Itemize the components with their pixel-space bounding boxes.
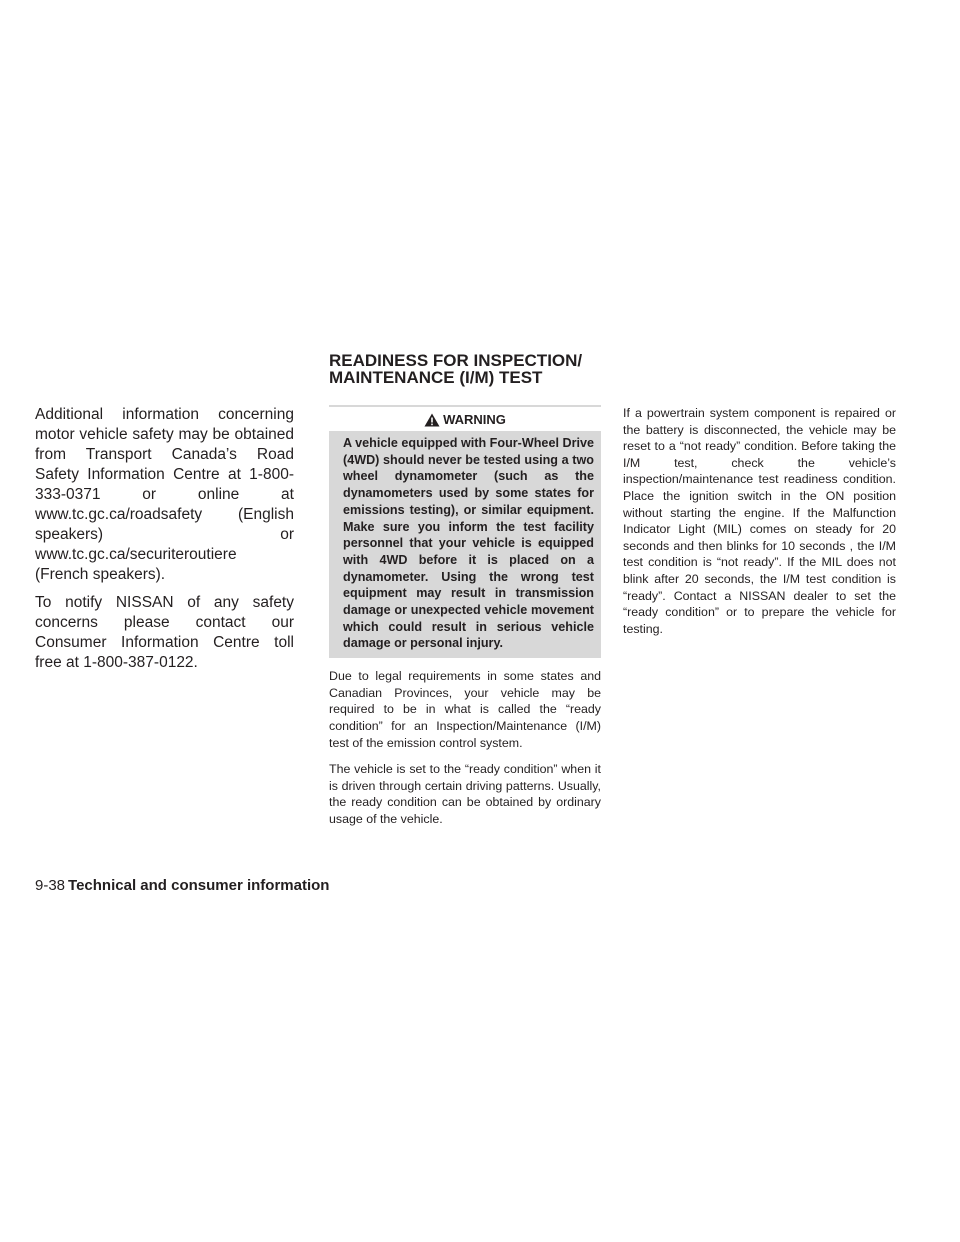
ready-condition-paragraph: The vehicle is set to the “ready condition” when it is driven through certain driving patterns. Usually, the ready condition can be obtained by ordinary usage of the vehicle. [329, 762, 601, 826]
safety-concerns-paragraph: To notify NISSAN of any safety concerns please contact our Consumer Information Centre toll free at 1-800-387-0122. [35, 594, 294, 671]
middle-column [329, 405, 601, 827]
left-column [35, 405, 294, 681]
powertrain-reset-paragraph: If a powertrain system component is repaired or the battery is disconnected, the vehicle may be reset to a “not ready” condition. Before taking the I/M test, check the vehicle’s inspection/maintenance test readiness condition. Place the ignition switch in the ON position without starting the engine. If the Malfunction Indicator Light (MIL) comes on steady for 20 seconds and then blinks for 10 seconds , the I/M test condition is “not ready”. If the MIL does not blink after 20 seconds, the I/M test condition is “ready”. Contact a NISSAN dealer to set the “ready condition” or to prepare the vehicle for testing. [623, 406, 896, 636]
section-heading [329, 352, 629, 386]
warning-box [329, 405, 601, 658]
right-column [623, 405, 896, 637]
chapter-title: Technical and consumer information [68, 877, 330, 894]
page-number: 9-38 [35, 877, 66, 894]
warning-triangle-icon [424, 413, 440, 427]
warning-header [329, 407, 601, 431]
section-heading-line-2: MAINTENANCE (I/M) TEST [329, 368, 543, 387]
safety-info-paragraph: Additional information concerning motor vehicle safety may be obtained from Transport Canada’s Road Safety Information Centre at 1-800-333-0371 or online at www.tc.gc.ca/roadsafety (English speakers) or www.tc.gc.ca/securiteroutiere (French speakers). [35, 406, 294, 583]
warning-text: A vehicle equipped with Four-Wheel Drive (4WD) should never be tested using a two wheel dynamometer (such as the dynamometers used by some states for emissions testing), or similar equipment. Make sure you inform the test facility personnel that your vehicle is equipped with 4WD before it is placed on a dynamometer. Using the wrong test equipment may result in transmission damage or unexpected vehicle movement which could result in serious vehicle damage or personal injury. [343, 436, 594, 651]
legal-requirements-paragraph: Due to legal requirements in some states and Canadian Provinces, your vehicle may be required to be in what is called the “ready condition” for an Inspection/Maintenance (I/M) test of the emission control system. [329, 669, 601, 750]
section-heading-line-1: READINESS FOR INSPECTION/ [329, 351, 583, 370]
warning-title: WARNING [443, 412, 506, 427]
page-footer [35, 877, 329, 895]
